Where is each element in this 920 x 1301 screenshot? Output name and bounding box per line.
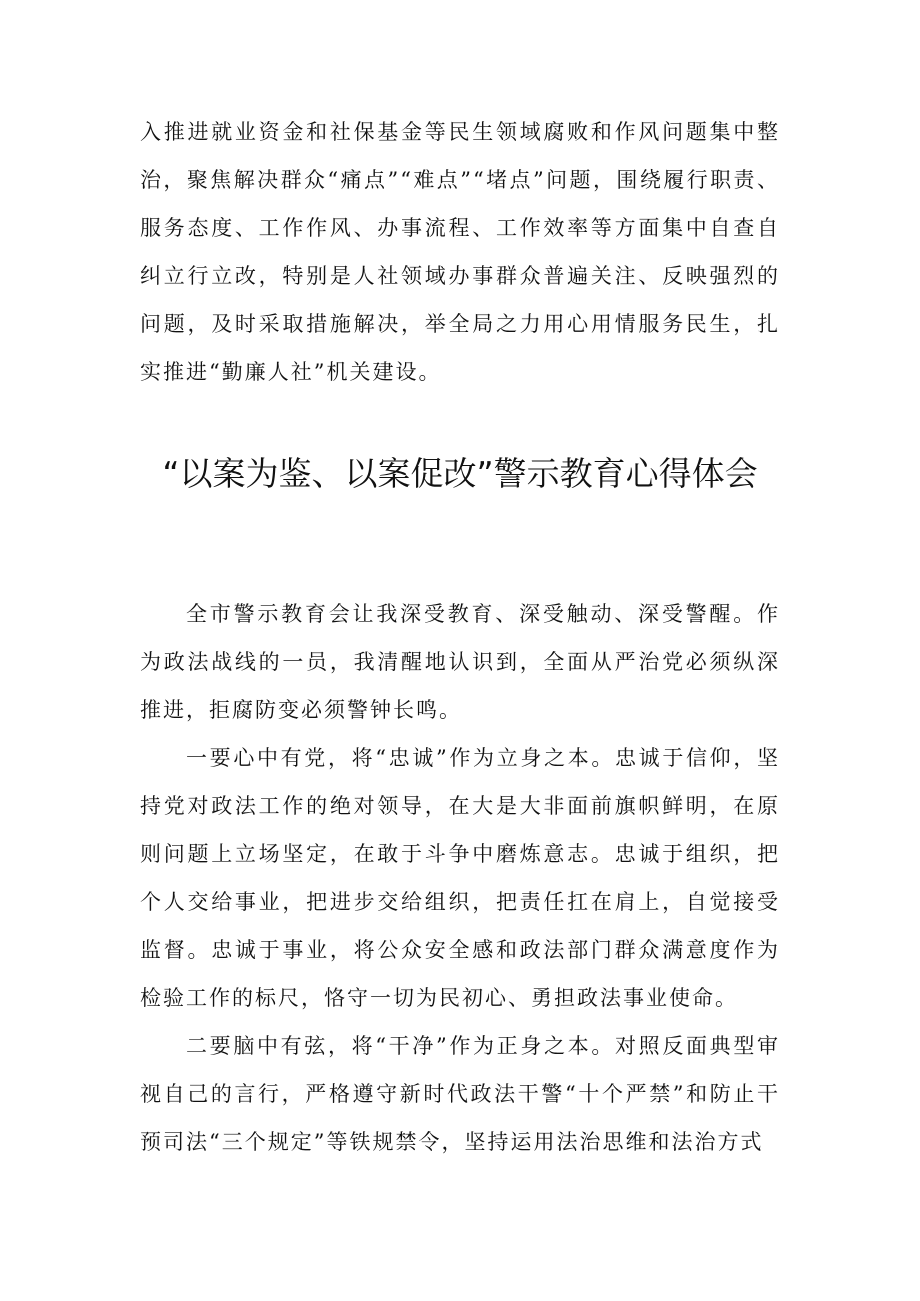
body-paragraph-3: 二要脑中有弦，将“干净”作为正身之本。对照反面典型审视自己的言行，严格遵守新时代政法干警“十个严禁”和防止干预司法“三个规定”等铁规禁令，坚持运用法治思维和法治方式 bbox=[140, 1034, 780, 1154]
intro-paragraph: 入推进就业资金和社保基金等民生领域腐败和作风问题集中整治，聚焦解决群众“痛点”“难点”“堵点”问题，围绕履行职责、服务态度、工作作风、办事流程、工作效率等方面集中自查自纠立行立改，特别是人社领域办事群众普遍关注、反映强烈的问题，及时采取措施解决，举全局之力用心用情服务民生，扎实推进“勤廉人社”机关建设。 bbox=[140, 120, 780, 384]
page-title: “以案为鉴、以案促改”警示教育心得体会 bbox=[162, 454, 758, 493]
body-paragraph-2: 一要心中有党，将“忠诚”作为立身之本。忠诚于信仰，坚持党对政法工作的绝对领导，在大是大非面前旗帜鲜明，在原则问题上立场坚定，在敢于斗争中磨炼意志。忠诚于组织，把个人交给事业，把进步交给组织，把责任扛在肩上，自觉接受监督。忠诚于事业，将公众安全感和政法部门群众满意度作为检验工作的标尺，恪守一切为民初心、勇担政法事业使命。 bbox=[140, 746, 780, 1010]
body-paragraph-1: 全市警示教育会让我深受教育、深受触动、深受警醒。作为政法战线的一员，我清醒地认识到，全面从严治党必须纵深推进，拒腐防变必须警钟长鸣。 bbox=[140, 602, 780, 722]
